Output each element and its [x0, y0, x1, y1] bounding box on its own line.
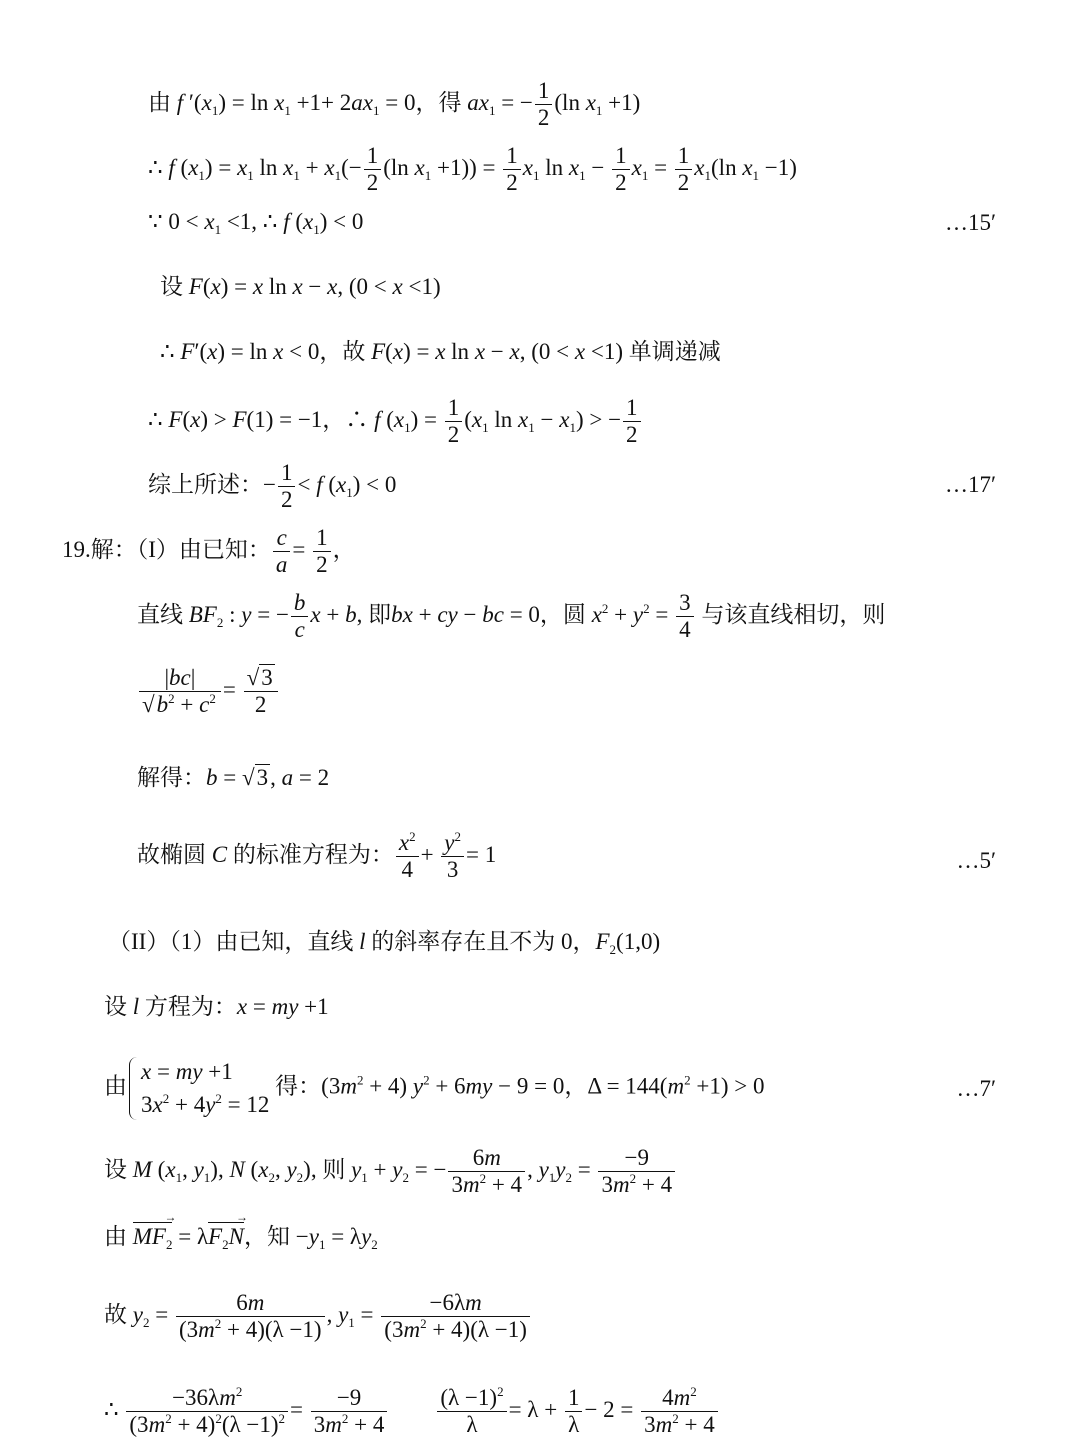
line-7: 综上所述：− $\frac{1}{2}$ < f $(x_1) < 0$	[148, 460, 397, 513]
line-2: ∴ f $(x_1) = x_1$ $\ln x_1 + x_1(-$ $\frac{1}{2}$ (ln $x_1 +1$)) = $\frac{1}{2}$ $x_1$ $\ln x_1$ − $\frac{1}{2}$ $x_1$ = $\frac{1}{2}$ $x_1(\ln$ $x_1 -1$)	[148, 143, 797, 196]
score-mark-5: …5′	[956, 848, 996, 873]
line-16: 设 M ($x_1$, $y_1$), N ($x_2$, $y_2$), 则 $y_1 + y_2$ = − $\frac{6m}{3m^2 + 4}$ , $y_1y_2$ = $\frac{-9}{3m^2 + 4}$	[104, 1145, 677, 1199]
line-15: 由 x = my +1 $3x^2 + 4y^2 = 12$ 得：$(3m^2 + 4) y^2 + 6my - 9 = 0$，$\Delta = 144(m^2 +1) > 0$	[104, 1055, 764, 1122]
line-9: 直线 $BF_2$ : y = − $\frac{b}{c}$ x + b, 即bx + cy − bc = 0，圆 $x^2 + y^2$ = $\frac{3}{4}$ 与该直线相切，则	[137, 590, 886, 643]
line-18: 故 $y_2$ = $\frac{6m}{(3m^2 + 4)(\lambda -1)}$ , $y_1$ = $\frac{-6\lambda m}{(3m^2 + 4)(\lambda -1)}$	[104, 1290, 532, 1344]
line-5: ∴ F′(x) = ln x < 0，故 F(x) = x ln x − x, (0 < x <1) 单调递减	[160, 339, 721, 364]
score-mark-15: …15′	[944, 210, 996, 235]
line-19: ∴ $\frac{-36\lambda m^2}{(3m^2 + 4)^2(\lambda -1)^2}$ = $\frac{-9}{3m^2 + 4}$ $\frac{(\lambda -1)^2}{\lambda}$ = λ + $\frac{1}{\lambda}$ − 2 = $\frac{4m^2}{3m^2 + 4}$	[104, 1385, 720, 1439]
line-17: 由 $MF_2$ → = $\lambda F_2N$ →，知 $-y_1 = \lambda y_2$	[104, 1225, 378, 1251]
line-8: 19.解：（I）由已知： $\frac{c}{a}$ = $\frac{1}{2}$ ，	[62, 525, 356, 578]
line-12: 故椭圆 C 的标准方程为： $\frac{x^2}{4}$ + $\frac{y^2}{3}$ = 1	[137, 829, 497, 883]
line-10: $\frac{|bc|}{√b^2 + c^2}$ = $\frac{√3}{2}$	[137, 665, 280, 719]
score-mark-7: …7′	[956, 1076, 996, 1101]
score-mark-17: …17′	[944, 472, 996, 497]
line-6: ∴ F(x) > F(1) = −1，∴ f $(x_1)$ = $\frac{1}{2}$ ($x_1$ $\ln x_1 - x_1$) > − $\frac{1}{2}$	[148, 395, 643, 449]
line-3: ∵ $0 < x_1 <1$, ∴ f $(x_1) < 0$	[148, 209, 364, 237]
line-14: 设 l 方程为：x = my +1	[104, 994, 329, 1019]
line-4: 设 F(x) = x ln x − x, (0 < x <1)	[160, 274, 441, 299]
line-11: 解得：b = √3, a = 2	[137, 765, 330, 790]
line-13: （II）（1）由已知，直线 l 的斜率存在且不为 0，$F_2(1,0)$	[108, 929, 661, 957]
line-1: 由 f $'(x_1) = \ln x_1 +1+ 2ax_1 = 0$，得 $ax_1$ = − $\frac{1}{2}$ (ln $x_1 +1$)	[148, 78, 641, 131]
